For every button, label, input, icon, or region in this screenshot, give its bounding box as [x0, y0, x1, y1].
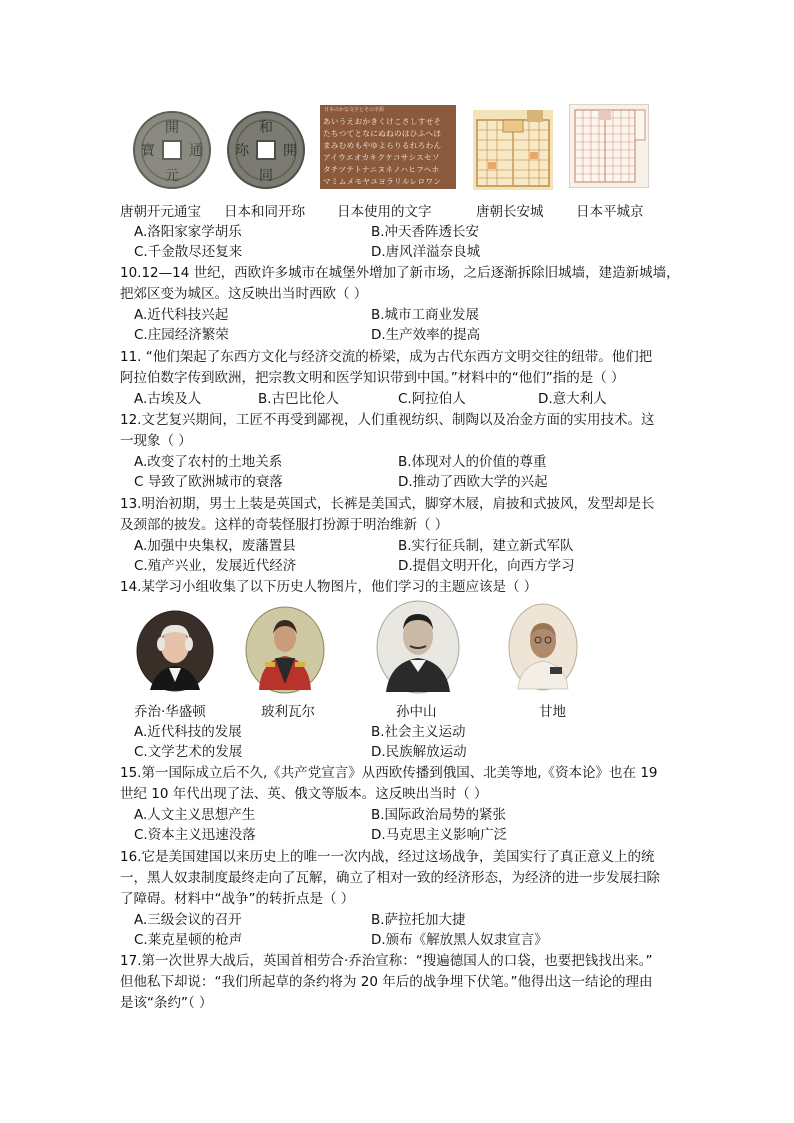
kana-row: あいうえおかきくけこさしすせそ	[323, 117, 442, 126]
q12-option-c[interactable]: C 导致了欧洲城市的衰落	[134, 474, 283, 490]
q12-option-a[interactable]: A.改变了农村的土地关系	[134, 454, 283, 470]
q17-stem-line3: 是该“条约”（ ）	[120, 995, 213, 1011]
q15-option-b[interactable]: B.国际政治局势的紧张	[371, 807, 507, 823]
q10-option-d[interactable]: D.生产效率的提高	[371, 327, 481, 343]
caption-changan: 唐朝长安城	[476, 204, 544, 220]
changan-map-image	[473, 110, 553, 190]
q10-stem-line2: 把郊区变为城区。这反映出当时西欧（ ）	[120, 286, 368, 302]
q11-stem-line1: 11. “他们架起了东西方文化与经济交流的桥梁，成为古代东西方文明交往的纽带。他们把	[120, 349, 653, 365]
coin2-char-bottom: 同	[259, 168, 273, 184]
portrait-bolivar	[245, 606, 325, 694]
kana-row: マミムメモヤユヨラリルレロワン	[323, 177, 442, 186]
kana-chart-image	[320, 105, 456, 189]
caption-washington: 乔治·华盛顿	[134, 704, 206, 720]
q15-option-a[interactable]: A.人文主义思想产生	[134, 807, 256, 823]
coin2-char-top: 和	[259, 120, 273, 136]
q14-option-c[interactable]: C.文学艺术的发展	[134, 744, 243, 760]
q9-option-a[interactable]: A.洛阳家家学胡乐	[134, 224, 242, 240]
caption-bolivar: 玻利瓦尔	[261, 704, 315, 720]
caption-gandhi: 甘地	[539, 704, 566, 720]
q17-stem-line2: 但他私下却说：“我们所起草的条约将为 20 年后的战争埋下伏笔。”他得出这一结论的理由	[120, 974, 653, 990]
coin1-char-bottom: 元	[165, 168, 179, 184]
q14-option-d[interactable]: D.民族解放运动	[371, 744, 467, 760]
q11-option-c[interactable]: C.阿拉伯人	[398, 391, 466, 407]
q15-stem-line2: 世纪 10 年代出现了法、英、俄文等版本。这反映出当时（ ）	[120, 786, 488, 802]
coin1-char-right: 通	[189, 143, 203, 159]
q14-option-b[interactable]: B.社会主义运动	[371, 724, 466, 740]
kana-row: タチツテトナニヌネノハヒフヘホ	[323, 165, 440, 174]
q16-option-c[interactable]: C.莱克星顿的枪声	[134, 932, 243, 948]
q16-stem-line1: 16.它是美国建国以来历史上的唯一一次内战，经过这场战争，美国实行了真正意义上的统	[120, 849, 655, 865]
q13-option-c[interactable]: C.殖产兴业，发展近代经济	[134, 558, 297, 574]
q14-stem: 14.某学习小组收集了以下历史人物图片，他们学习的主题应该是（ ）	[120, 579, 538, 595]
kana-row: まみむめもやゆよらりるれろわん	[323, 141, 442, 150]
q12-stem-line2: 一现象（ ）	[120, 433, 192, 449]
coin1-char-top: 開	[165, 120, 179, 136]
q11-option-b[interactable]: B.古巴比伦人	[258, 391, 340, 407]
coin2-char-right: 開	[283, 143, 297, 159]
q10-stem-line1: 10.12—14 世纪，西欧许多城市在城堡外增加了新市场，之后逐渐拆除旧城墙，建造新城墙，	[120, 265, 680, 281]
q13-stem-line2: 及颈部的披发。这样的奇装怪服打扮源于明治维新（ ）	[120, 517, 449, 533]
q13-option-a[interactable]: A.加强中央集权，废藩置县	[134, 538, 296, 554]
q14-option-a[interactable]: A.近代科技的发展	[134, 724, 242, 740]
q16-stem-line2: 一，黑人奴隶制度最终走向了瓦解，确立了相对一致的经济形态，为经济的进一步发展扫除	[120, 870, 660, 886]
q16-option-a[interactable]: A.三级会议的召开	[134, 912, 242, 928]
coin1-char-left: 寶	[141, 143, 155, 159]
q9-option-d[interactable]: D.唐风洋溢奈良城	[371, 244, 481, 260]
portrait-gandhi	[508, 603, 578, 691]
q9-option-b[interactable]: B.冲天香阵透长安	[371, 224, 480, 240]
q13-stem-line1: 13.明治初期，男士上装是英国式，长裤是美国式，脚穿木屐，肩披和式披风，发型却是长	[120, 496, 655, 512]
q11-option-d[interactable]: D.意大利人	[538, 391, 607, 407]
kana-header: 日本のかな文字とその字源	[324, 107, 385, 113]
kana-row: アイウエオカキクケコサシスセソ	[323, 153, 440, 162]
coin2-char-left: 珎	[235, 143, 249, 159]
q15-option-d[interactable]: D.马克思主义影响广泛	[371, 827, 508, 843]
kana-row: たちつてとなにぬねのはひふへほ	[323, 129, 442, 138]
q10-option-c[interactable]: C.庄园经济繁荣	[134, 327, 229, 343]
q12-option-d[interactable]: D.推动了西欧大学的兴起	[398, 474, 548, 490]
portrait-sun-yat-sen	[376, 600, 460, 694]
heijokyo-map-image	[569, 104, 649, 188]
caption-kaiyuan: 唐朝开元通宝	[120, 204, 201, 220]
q16-stem-line3: 了障碍。材料中“战争”的转折点是（ ）	[120, 891, 355, 907]
q11-option-a[interactable]: A.古埃及人	[134, 391, 202, 407]
portrait-washington	[136, 610, 214, 692]
q9-option-c[interactable]: C.千金散尽还复来	[134, 244, 243, 260]
q16-option-d[interactable]: D.颁布《解放黑人奴隶宣言》	[371, 932, 548, 948]
q17-stem-line1: 17.第一次世界大战后，英国首相劳合·乔治宣称：“搜遍德国人的口袋，也要把钱找出来。”	[120, 953, 653, 969]
q15-option-c[interactable]: C.资本主义迅速没落	[134, 827, 256, 843]
q11-stem-line2: 阿拉伯数字传到欧洲，把宗教文明和医学知识带到中国。”材料中的“他们”指的是（ ）	[120, 370, 625, 386]
q15-stem-line1: 15.第一国际成立后不久,《共产党宣言》从西欧传播到俄国、北美等地,《资本论》也在 19	[120, 765, 658, 781]
q16-option-b[interactable]: B.萨拉托加大捷	[371, 912, 466, 928]
caption-heijokyo: 日本平城京	[576, 204, 644, 220]
q12-option-b[interactable]: B.体现对人的价值的尊重	[398, 454, 547, 470]
caption-sun-yat-sen: 孙中山	[396, 704, 437, 720]
coin-kaiyuan-image	[132, 110, 212, 190]
q12-stem-line1: 12.文艺复兴期间，工匠不再受到鄙视，人们重视纺织、制陶以及冶金方面的实用技术。这	[120, 412, 655, 428]
caption-wadokaichin: 日本和同开珎	[224, 204, 305, 220]
q10-option-b[interactable]: B.城市工商业发展	[371, 307, 480, 323]
coin-wadokaichin-image	[226, 110, 306, 190]
q13-option-b[interactable]: B.实行征兵制，建立新式军队	[398, 538, 574, 554]
q13-option-d[interactable]: D.提倡文明开化，向西方学习	[398, 558, 575, 574]
q10-option-a[interactable]: A.近代科技兴起	[134, 307, 229, 323]
caption-kana: 日本使用的文字	[337, 204, 432, 220]
